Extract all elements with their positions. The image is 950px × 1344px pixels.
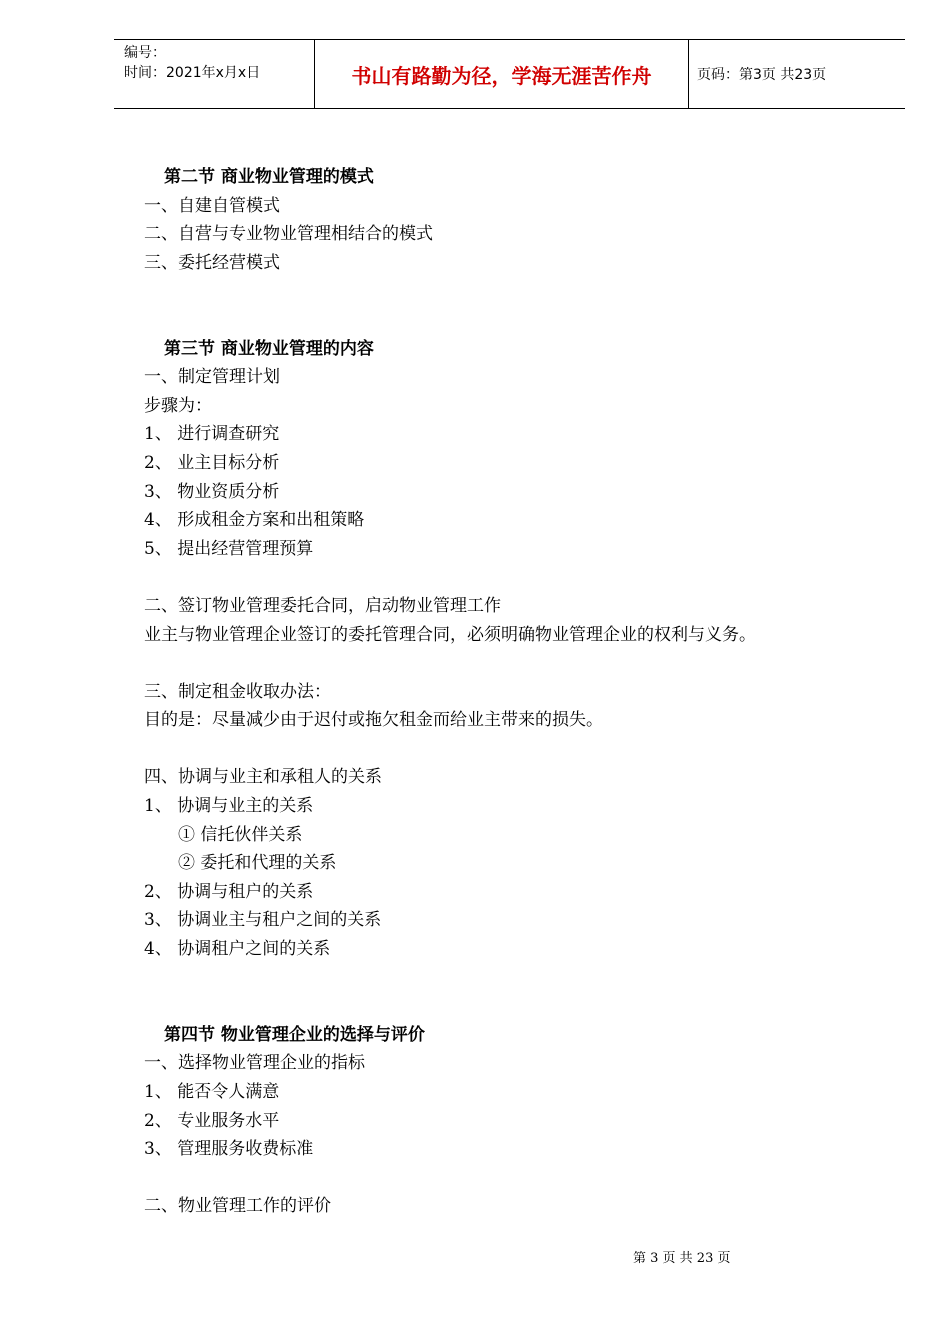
text-line: 1、 协调与业主的关系 [144,796,314,817]
document-body [144,163,844,1221]
blank-line [144,735,844,764]
text-line: 2、 业主目标分析 [144,452,280,473]
blank-line [144,1164,844,1193]
header-page-info: 页码：第3页 共23页 [697,67,827,83]
header-motto: 书山有路勤为径，学海无涯苦作舟 [315,40,689,108]
text-line: 5、 提出经营管理预算 [144,538,314,559]
text-line: 二、签订物业管理委托合同，启动物业管理工作 [144,595,501,616]
text-line: 3、 管理服务收费标准 [144,1139,314,1160]
page-footer: 第 3 页 共 23 页 [633,1251,731,1266]
text-line: 二、自营与专业物业管理相结合的模式 [144,224,433,245]
text-line: 目的是：尽量减少由于迟付或拖欠租金而给业主带来的损失。 [144,710,603,731]
document-time: 时间：2021年x月x日 [124,65,261,81]
text-line: 2、 协调与租户的关系 [144,881,314,902]
page-header [114,39,905,109]
blank-line [144,992,844,1021]
text-line: 3、 协调业主与租户之间的关系 [144,910,382,931]
text-line: 业主与物业管理企业签订的委托管理合同，必须明确物业管理企业的权利与义务。 [144,624,756,645]
text-line: ① 信托伙伴关系 [178,824,303,845]
text-line: 2、 专业服务水平 [144,1110,280,1131]
text-line: 三、委托经营模式 [144,252,280,273]
text-line: 1、 进行调查研究 [144,424,280,445]
section-heading: 第二节 商业物业管理的模式 [164,167,374,187]
blank-line [144,306,844,335]
document-number-label: 编号： [124,45,166,61]
text-line: 四、协调与业主和承租人的关系 [144,767,382,788]
header-meta [114,40,315,108]
blank-line [144,649,844,678]
text-line: 一、制定管理计划 [144,367,280,388]
text-line: ② 委托和代理的关系 [178,853,337,874]
text-line: 3、 物业资质分析 [144,481,280,502]
text-line: 一、选择物业管理企业的指标 [144,1053,365,1074]
text-line: 步骤为： [144,395,212,416]
section-heading: 第四节 物业管理企业的选择与评价 [164,1024,425,1045]
blank-line [144,964,844,993]
text-line: 二、物业管理工作的评价 [144,1196,331,1217]
text-line: 三、制定租金收取办法： [144,681,331,702]
text-line: 1、 能否令人满意 [144,1082,280,1102]
text-line: 4、 协调租户之间的关系 [144,939,331,960]
text-line: 一、自建自管模式 [144,195,280,216]
blank-line [144,563,844,592]
section-heading: 第三节 商业物业管理的内容 [164,338,374,359]
text-line: 4、 形成租金方案和出租策略 [144,510,365,531]
blank-line [144,277,844,306]
